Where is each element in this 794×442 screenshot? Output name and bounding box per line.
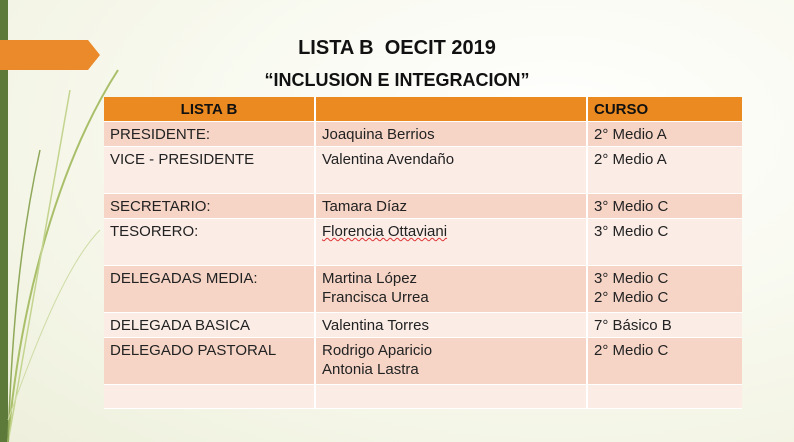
name-cell: Valentina Avendaño — [315, 147, 587, 194]
table-row — [104, 266, 742, 313]
name-cell — [315, 266, 587, 313]
header-names — [315, 97, 587, 122]
name-cell: Tamara Díaz — [315, 194, 587, 219]
name-cell: Valentina Torres — [315, 313, 587, 338]
curso-cell: 7° Básico B — [587, 313, 742, 338]
table-row — [104, 194, 742, 219]
table-row — [104, 219, 742, 266]
table-row — [104, 147, 742, 194]
slide-subtitle: “INCLUSION E INTEGRACION” — [264, 70, 530, 90]
role-cell: PRESIDENTE: — [104, 122, 315, 147]
name-cell: Joaquina Berrios — [315, 122, 587, 147]
role-cell: DELEGADAS MEDIA: — [104, 266, 315, 313]
curso-cell: 2° Medio A — [587, 122, 742, 147]
role-cell — [104, 385, 315, 409]
curso-cell: 2° Medio A — [587, 147, 742, 194]
table-row — [104, 122, 742, 147]
curso-cell: 2° Medio C — [587, 338, 742, 385]
name-cell — [315, 219, 587, 266]
role-cell: TESORERO: — [104, 219, 315, 266]
header-lista: LISTA B — [104, 97, 315, 122]
name-line: Rodrigo Aparicio — [322, 342, 433, 359]
list-table — [104, 97, 742, 409]
header-curso: CURSO — [587, 97, 742, 122]
name-line: Martina López — [322, 270, 418, 287]
curso-cell: 3° Medio C — [587, 219, 742, 266]
curso-line: 2° Medio C — [594, 289, 669, 306]
table-row — [104, 385, 742, 409]
name-cell — [315, 338, 587, 385]
name-cell — [315, 385, 587, 409]
role-cell: SECRETARIO: — [104, 194, 315, 219]
table-header-row — [104, 97, 742, 122]
curso-line: 3° Medio C — [594, 270, 669, 287]
name-line: Francisca Urrea — [322, 289, 429, 306]
role-cell: DELEGADA BASICA — [104, 313, 315, 338]
table-row — [104, 338, 742, 385]
curso-cell: 3° Medio C — [587, 194, 742, 219]
table-row — [104, 313, 742, 338]
curso-cell — [587, 266, 742, 313]
slide-title: LISTA B OECIT 2019 — [298, 37, 496, 59]
role-cell: VICE - PRESIDENTE — [104, 147, 315, 194]
name-line: Antonia Lastra — [322, 361, 419, 378]
name-text: Florencia Ottaviani — [322, 223, 448, 240]
curso-cell — [587, 385, 742, 409]
role-cell: DELEGADO PASTORAL — [104, 338, 315, 385]
